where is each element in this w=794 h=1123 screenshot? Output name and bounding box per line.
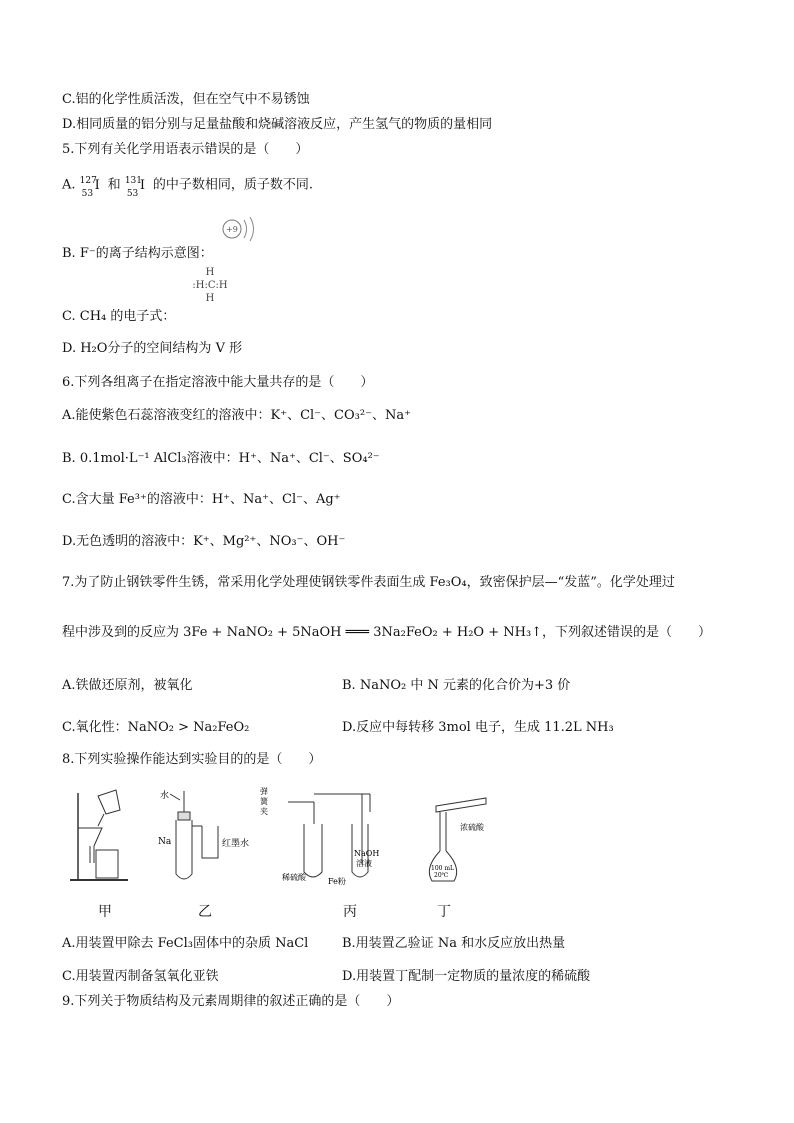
apparatus-bing: [258, 784, 388, 893]
caption-bing: 丙: [343, 904, 357, 920]
q5-option-b: B. F⁻的离子结构示意图：: [62, 246, 213, 261]
option-d-aluminum: D.相同质量的铝分别与足量盐酸和烧碱溶液反应，产生氢气的物质的量相同: [62, 117, 493, 132]
svg-text:20℃: 20℃: [434, 872, 449, 879]
svg-text:夹: 夹: [260, 807, 268, 816]
svg-text:簧: 簧: [260, 797, 268, 806]
question-6: 6.下列各组离子在指定溶液中能大量共存的是（ ）: [62, 375, 374, 390]
apparatus-ding: [424, 796, 504, 895]
q6-option-d: D.无色透明的溶液中：K⁺、Mg²⁺、NO₃⁻、OH⁻: [62, 534, 346, 549]
caption-jia: 甲: [98, 904, 112, 920]
caption-ding: 丁: [437, 904, 451, 920]
question-7-line2: 程中涉及到的反应为 3Fe + NaNO₂ + 5NaOH ═══ 3Na₂FeO₂ + H₂O + NH₃↑，下列叙述错误的是（ ）: [62, 625, 712, 640]
q7-option-d: D.反应中每转移 3mol 电子，生成 11.2L NH₃: [342, 720, 614, 735]
question-5: 5.下列有关化学用语表示错误的是（ ）: [62, 142, 309, 157]
iodine-127-isotope: 127 53 I: [79, 176, 100, 199]
svg-text:弹: 弹: [260, 787, 268, 796]
q8-option-a: A.用装置甲除去 FeCl₃固体中的杂质 NaCl: [62, 936, 309, 951]
q7-option-c: C.氧化性：NaNO₂ > Na₂FeO₂: [62, 720, 250, 735]
apparatus-yi: [158, 786, 268, 890]
label-water: 水: [160, 791, 170, 801]
q7-option-a: A.铁做还原剂，被氧化: [62, 678, 193, 693]
q8-option-d: D.用装置丁配制一定物质的量浓度的稀硫酸: [342, 969, 591, 984]
question-9: 9.下列关于物质结构及元素周期律的叙述正确的是（ ）: [62, 994, 400, 1009]
svg-text:浓硫酸: 浓硫酸: [460, 823, 484, 832]
q6-option-a: A.能使紫色石蕊溶液变红的溶液中：K⁺、Cl⁻、CO₃²⁻、Na⁺: [62, 408, 411, 423]
apparatus-jia: [68, 788, 138, 892]
option-c-aluminum: C.铝的化学性质活泼，但在空气中不易锈蚀: [62, 92, 310, 107]
q5-option-c: C. CH₄ 的电子式：: [62, 309, 176, 324]
label-ink: 红墨水: [222, 839, 250, 849]
q8-option-c: C.用装置丙制备氢氧化亚铁: [62, 969, 219, 984]
iodine-131-isotope: 131 53 I: [124, 176, 145, 199]
q5-option-a: A. 127 53 I 和 131 53 I 的中子数相同，质子数不同.: [62, 176, 313, 199]
q5-option-d: D. H₂O分子的空间结构为 V 形: [62, 341, 243, 356]
question-8: 8.下列实验操作能达到实验目的的是（ ）: [62, 752, 322, 767]
question-7-line1: 7.为了防止钢铁零件生锈，常采用化学处理使钢铁零件表面生成 Fe₃O₄，致密保护层—“发蓝”。化学处理过: [62, 575, 675, 590]
q7-option-b: B. NaNO₂ 中 N 元素的化合价为+3 价: [342, 678, 571, 693]
svg-text:NaOH: NaOH: [354, 849, 380, 858]
caption-yi: 乙: [198, 904, 212, 920]
fluoride-ion-diagram: [220, 214, 264, 248]
methane-electron-formula: H :H:C:H H: [192, 267, 228, 304]
q6-option-c: C.含大量 Fe³⁺的溶液中：H⁺、Na⁺、Cl⁻、Ag⁺: [62, 492, 341, 507]
q6-option-b: B. 0.1mol·L⁻¹ AlCl₃溶液中：H⁺、Na⁺、Cl⁻、SO₄²⁻: [62, 451, 380, 466]
nucleus-charge: +9: [226, 225, 238, 234]
svg-text:稀硫酸: 稀硫酸: [282, 873, 306, 882]
svg-text:Fe粉: Fe粉: [328, 877, 346, 886]
svg-text:溶液: 溶液: [356, 859, 372, 868]
label-na: Na: [158, 837, 172, 847]
svg-text:100 mL: 100 mL: [431, 865, 455, 872]
q8-option-b: B.用装置乙验证 Na 和水反应放出热量: [342, 936, 566, 951]
